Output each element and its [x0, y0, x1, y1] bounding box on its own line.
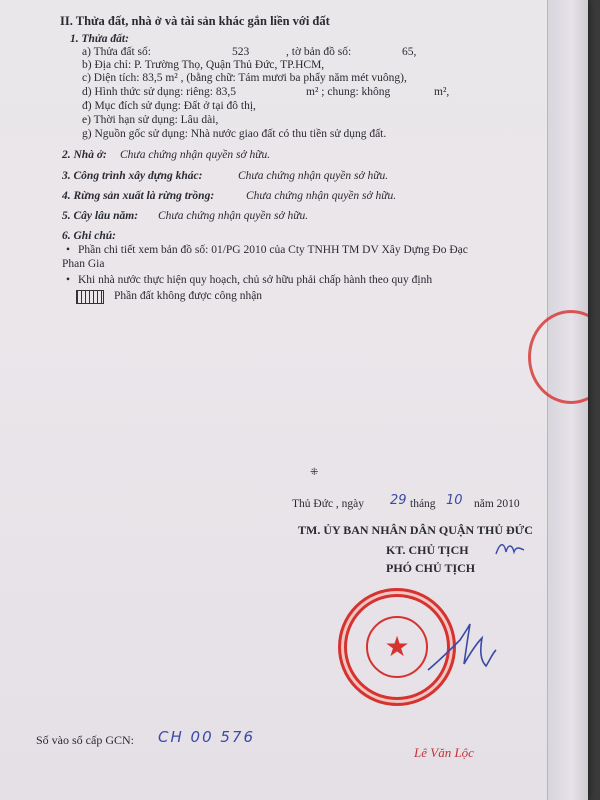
map-label: , tờ bản đồ số:	[286, 46, 352, 58]
side-seal	[528, 310, 588, 404]
date-month-label: tháng	[410, 498, 436, 510]
perennial-value: Chưa chứng nhận quyền sở hữu.	[158, 210, 309, 222]
signature-icon	[420, 620, 500, 680]
date-year: năm 2010	[474, 498, 520, 510]
notes-line-1b: Phan Gia	[62, 258, 105, 270]
role-title: PHÓ CHỦ TỊCH	[386, 561, 476, 575]
house-value: Chưa chứng nhận quyền sở hữu.	[120, 149, 271, 161]
seal-star-icon: ★	[366, 616, 428, 678]
address-line: b) Địa chỉ: P. Trường Thọ, Quận Thủ Đức, TP.HCM,	[82, 59, 325, 71]
section-title: II. Thửa đất, nhà ở và tài sản khác gắn liền với đất	[60, 14, 330, 28]
signer-name: Lê Văn Lộc	[414, 745, 474, 760]
forest-heading: 4. Rừng sản xuất là rừng trồng:	[62, 190, 215, 202]
origin-line: g) Nguồn gốc sử dụng: Nhà nước giao đất có thu tiền sử dụng đất.	[82, 128, 387, 140]
bullet-1: •	[66, 244, 71, 256]
other-works-value: Chưa chứng nhận quyền sở hữu.	[238, 170, 389, 182]
registry-value: CH 00 576	[158, 728, 256, 746]
date-place: Thủ Đức , ngày	[292, 498, 365, 510]
use-form-end: m²,	[434, 86, 450, 98]
legend-text: Phần đất không được công nhận	[114, 290, 263, 302]
small-mark-icon: ⁜	[310, 467, 319, 478]
initial-signature-icon	[494, 540, 526, 560]
area-line: c) Diện tích: 83,5 m² , (bằng chữ: Tám mươi ba phẩy năm mét vuông),	[82, 72, 407, 84]
forest-value: Chưa chứng nhận quyền sở hữu.	[246, 190, 397, 202]
registry-label: Số vào sổ cấp GCN:	[36, 733, 134, 747]
map-number: 65,	[402, 46, 417, 58]
parcel-label: a) Thửa đất số:	[82, 46, 151, 58]
use-form-unit: m² ; chung: không	[306, 86, 391, 98]
bullet-2: •	[66, 274, 71, 286]
use-form-line: d) Hình thức sử dụng: riêng: 83,5	[82, 86, 236, 98]
notes-line-2: Khi nhà nước thực hiện quy hoạch, chủ sở hữu phải chấp hành theo quy định	[78, 274, 433, 286]
hatch-legend-icon	[76, 290, 104, 304]
org-name: TM. ỦY BAN NHÂN DÂN QUẬN THỦ ĐỨC	[298, 523, 533, 537]
date-day: 29	[390, 493, 407, 508]
notes-line-1: Phần chi tiết xem bản đồ số: 01/PG 2010 của Cty TNHH TM DV Xây Dựng Đo Đạc	[78, 244, 468, 256]
notes-heading: 6. Ghi chú:	[62, 230, 116, 242]
house-heading: 2. Nhà ở:	[62, 149, 107, 161]
kt-title: KT. CHỦ TỊCH	[386, 543, 469, 557]
perennial-heading: 5. Cây lâu năm:	[62, 210, 139, 222]
parcel-number: 523	[232, 46, 250, 58]
date-month: 10	[446, 493, 463, 508]
land-heading: 1. Thửa đất:	[70, 33, 129, 45]
term-line: e) Thời hạn sử dụng: Lâu dài,	[82, 114, 219, 126]
purpose-line: đ) Mục đích sử dụng: Đất ở tại đô thị,	[82, 100, 256, 112]
other-works-heading: 3. Công trình xây dựng khác:	[62, 170, 203, 182]
